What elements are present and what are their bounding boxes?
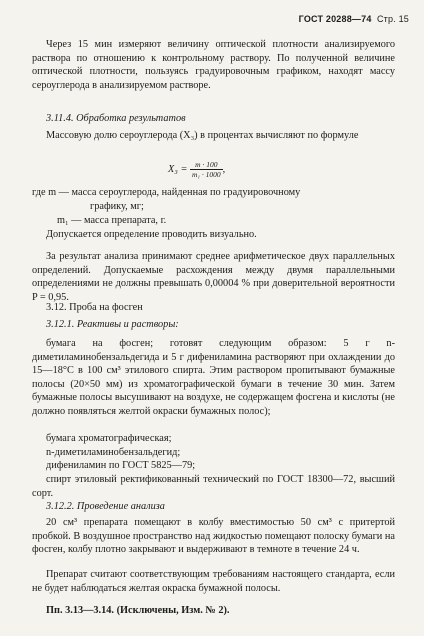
result-paragraph: За результат анализа принимают среднее арифметическое двух параллельных определений. Допускаемые расхождения между двумя параллельными определениями не должны превышать 0,00004 % при доверительной вероятности P = 0,95. [32, 251, 395, 303]
formula-tail: , [222, 163, 226, 175]
reagent-list [46, 432, 391, 473]
where-m-line: где m — масса сероуглерода, найденная по градуировочному [32, 187, 301, 198]
page-header [299, 14, 409, 24]
page-number: Стр. 15 [376, 14, 409, 24]
where-m-line-2: графику, мг; [90, 201, 144, 212]
conclusion-paragraph: Препарат считают соответствующим требованиям настоящего стандарта, если не будет наблюдаться желтая окраска бумажной полосы. [32, 569, 395, 594]
section-3114-title: 3.11.4. Обработка результатов [46, 113, 186, 124]
mass-fraction-paragraph: Массовую долю сероуглерода (X₃) в процентах вычисляют по формуле [46, 130, 359, 141]
where-m1-line: m₁ — масса препарата, г. [57, 215, 167, 226]
ethyl-spirit-item: спирт этиловый ректификованный технический по ГОСТ 18300—72, высший сорт. [32, 474, 395, 499]
section-312-title: 3.12. Проба на фосген [46, 302, 143, 313]
formula-lhs: X₃ = [168, 163, 188, 175]
formula-fraction [190, 160, 223, 179]
excluded-text: Пп. 3.13—3.14. (Исключены, Изм. № 2). [46, 605, 230, 616]
formula-denominator: m₁ · 1000 [191, 170, 221, 179]
standard-number: ГОСТ 20288—74 [298, 14, 372, 24]
excluded-clauses [46, 604, 391, 618]
section-3121-title: 3.12.1. Реактивы и растворы: [46, 319, 179, 330]
procedure-paragraph: 20 см³ препарата помещают в колбу вместимостью 50 см³ с притертой пробкой. В воздушное пространство над жидкостью помещают полоску бумаги на фосген, колбу плотно закрывают и выдерживают в темноте в течение 24 ч. [32, 517, 395, 556]
visual-note: Допускается определение проводить визуально. [46, 229, 257, 240]
phosgene-paper-paragraph: бумага на фосген; готовят следующим образом: 5 г n-диметиламинобензальдегида и 5 г дифениламина растворяют при охлаждении до 15—18°C в 100 см³ этилового спирта. Этим раствором пропитывают бумажные полосы (20×50 мм) из хроматографической бумаги в течение 30 мин. Затем бумажные полосы высушивают на воздухе, не содержащем фосгена и кислоты (не должно появляться желтой окраски бумажных полос); [32, 338, 395, 417]
reagent-item: дифениламин по ГОСТ 5825—79; [46, 460, 196, 472]
formula [168, 160, 225, 179]
intro-paragraph: Через 15 мин измеряют величину оптической плотности анализируемого раствора по отношению к контрольному раствору. По полученной величине оптической плотности, пользуясь градуировочным графиком, находят массу сероуглерода в анализируемом растворе. [32, 39, 395, 91]
reagent-item: бумага хроматографическая; [46, 433, 172, 444]
reagent-item: n-диметиламинобензальдегид; [46, 446, 181, 458]
section-3122-title: 3.12.2. Проведение анализа [46, 501, 165, 512]
formula-numerator: m · 100 [190, 160, 223, 170]
